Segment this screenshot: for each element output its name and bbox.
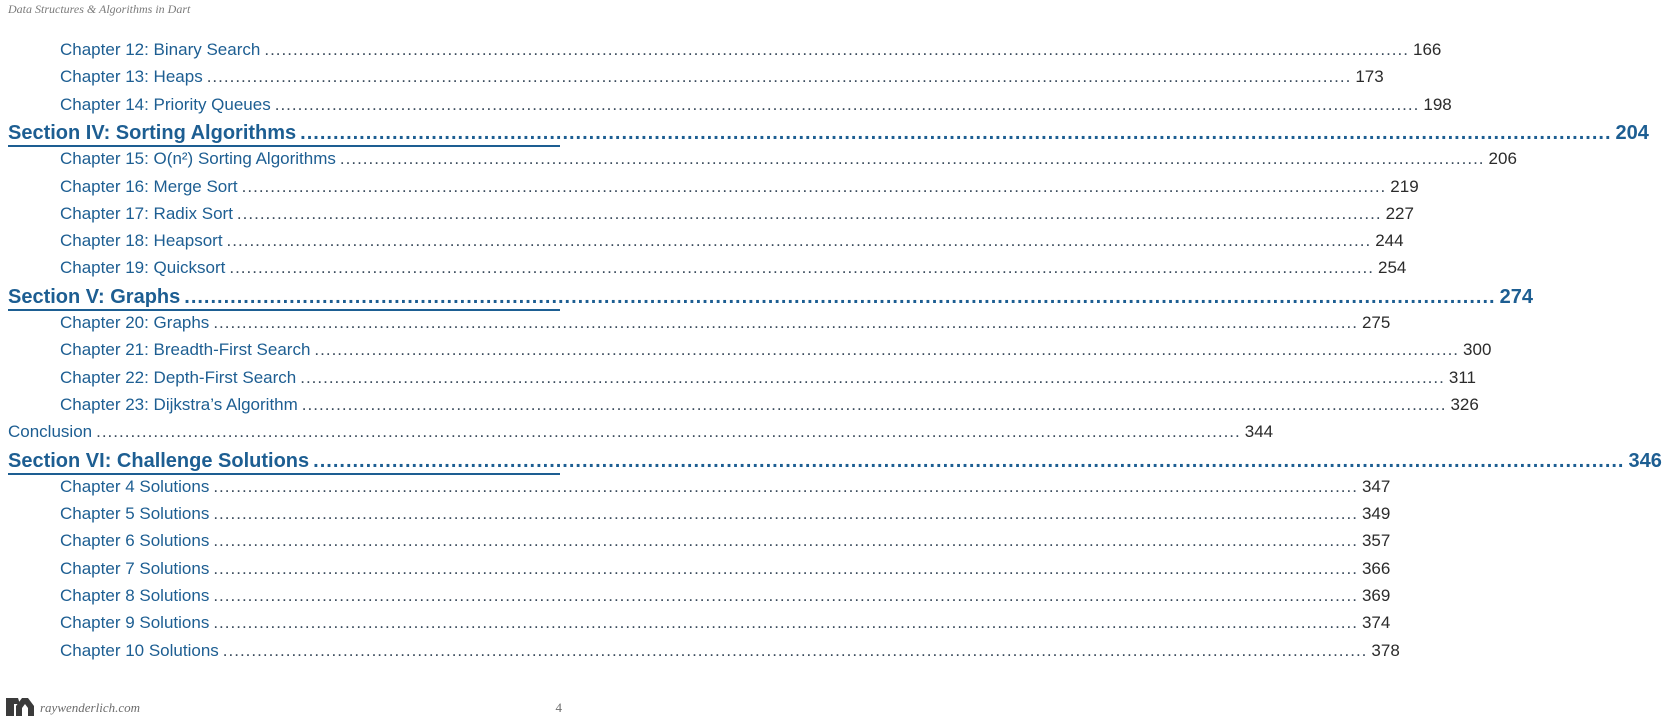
dot-leader: ........................................................................................................................................................................................................: [313, 449, 1625, 472]
toc-chapter-entry[interactable]: [60, 531, 1391, 551]
toc-chapter-entry[interactable]: [60, 367, 1476, 388]
dot-leader: ........................................................................................................................................................................................................: [229, 258, 1374, 278]
toc-entry-page-number: 204: [1615, 121, 1649, 144]
dot-leader: ........................................................................................................................................................................................................: [96, 422, 1241, 442]
dot-leader: ........................................................................................................................................................................................................: [301, 394, 1447, 414]
dot-leader: ........................................................................................................................................................................................................: [184, 285, 1496, 308]
toc-entry-page-number: 173: [1355, 67, 1384, 87]
toc-entry-page-number: 198: [1423, 94, 1452, 114]
dot-leader: ........................................................................................................................................................................................................: [339, 149, 1485, 169]
toc-chapter-entry[interactable]: [60, 340, 1492, 360]
toc-entry-page-number: 300: [1463, 340, 1492, 360]
toc-entry-title: Chapter 15: O(n²) Sorting Algorithms: [60, 149, 336, 169]
dot-leader: ........................................................................................................................................................................................................: [300, 121, 1612, 144]
dot-leader: ........................................................................................................................................................................................................: [274, 94, 1420, 114]
toc-chapter-entry[interactable]: [60, 476, 1391, 497]
dot-leader: ........................................................................................................................................................................................................: [300, 367, 1445, 387]
toc-entry-title: Chapter 8 Solutions: [60, 586, 210, 605]
page-footer: [0, 692, 578, 720]
dot-leader: ........................................................................................................................................................................................................: [241, 176, 1387, 196]
toc-entry-title: Chapter 19: Quicksort: [60, 258, 226, 278]
toc-section-entry[interactable]: [8, 285, 1533, 311]
toc-chapter-entry[interactable]: [60, 313, 1391, 333]
dot-leader: ........................................................................................................................................................................................................: [264, 40, 1409, 59]
toc-entry-title: Chapter 4 Solutions: [60, 476, 210, 496]
dot-leader: ........................................................................................................................................................................................................: [213, 558, 1358, 578]
toc-chapter-entry[interactable]: [60, 258, 1407, 278]
toc-entry-title: Chapter 22: Depth-First Search: [60, 367, 297, 387]
toc-entry-title: Chapter 21: Breadth-First Search: [60, 340, 311, 360]
toc-entry-page-number: 374: [1361, 613, 1391, 633]
toc-entry-page-number: 349: [1361, 504, 1391, 524]
dot-leader: ........................................................................................................................................................................................................: [314, 340, 1460, 360]
toc-entry-title: Chapter 5 Solutions: [60, 504, 210, 524]
toc-chapter-entry[interactable]: [60, 586, 1391, 606]
toc-entry-page-number: 166: [1412, 40, 1442, 59]
toc-entry-page-number: 254: [1378, 258, 1407, 278]
toc-entry-page-number: 227: [1385, 203, 1414, 223]
toc-entry-title: Chapter 23: Dijkstra’s Algorithm: [60, 394, 298, 414]
dot-leader: ........................................................................................................................................................................................................: [206, 67, 1352, 87]
toc-entry-title: Conclusion: [8, 422, 93, 442]
dot-leader: ........................................................................................................................................................................................................: [213, 313, 1358, 332]
toc-entry-title: Chapter 18: Heapsort: [60, 231, 223, 251]
toc-entry-title: Section VI: Challenge Solutions: [8, 449, 310, 472]
toc-entry-page-number: 219: [1390, 176, 1419, 196]
toc-chapter-entry[interactable]: [60, 149, 1517, 169]
toc-entry-title: Chapter 20: Graphs: [60, 313, 210, 332]
dot-leader: ........................................................................................................................................................................................................: [213, 531, 1358, 551]
toc-entry-page-number: 357: [1361, 531, 1391, 551]
toc-entry-page-number: 344: [1244, 422, 1274, 442]
toc-entry-page-number: 206: [1488, 149, 1517, 169]
toc-chapter-entry[interactable]: [60, 640, 1400, 661]
toc-entry-title: Chapter 16: Merge Sort: [60, 176, 238, 196]
toc-entry-page-number: 347: [1361, 476, 1391, 496]
toc-section-entry[interactable]: [8, 121, 1649, 147]
dot-leader: ........................................................................................................................................................................................................: [222, 640, 1368, 660]
toc-entry-page-number: 369: [1361, 586, 1391, 605]
toc-entry-title: Chapter 9 Solutions: [60, 613, 210, 633]
toc-chapter-entry[interactable]: [60, 558, 1391, 579]
toc-chapter-entry[interactable]: [60, 394, 1479, 415]
raywenderlich-logo-icon: [6, 696, 34, 716]
dot-leader: ........................................................................................................................................................................................................: [213, 613, 1358, 633]
toc-entry-page-number: 275: [1361, 313, 1391, 332]
toc-entry-page-number: 274: [1499, 285, 1533, 308]
toc-conclusion-entry[interactable]: [8, 422, 1274, 442]
dot-leader: ........................................................................................................................................................................................................: [236, 203, 1382, 223]
toc-chapter-entry[interactable]: [60, 613, 1391, 633]
dot-leader: ........................................................................................................................................................................................................: [213, 476, 1358, 496]
toc-entry-page-number: 346: [1628, 449, 1662, 472]
dot-leader: ........................................................................................................................................................................................................: [213, 586, 1358, 605]
toc-chapter-entry[interactable]: [60, 203, 1414, 224]
toc-entry-title: Chapter 10 Solutions: [60, 640, 219, 660]
toc-entry-title: Chapter 13: Heaps: [60, 67, 203, 87]
toc-chapter-entry[interactable]: [60, 40, 1442, 60]
toc-chapter-entry[interactable]: [60, 67, 1384, 87]
dot-leader: ........................................................................................................................................................................................................: [226, 231, 1372, 251]
toc-entry-page-number: 366: [1361, 558, 1391, 578]
toc-entry-title: Section V: Graphs: [8, 285, 181, 308]
toc-chapter-entry[interactable]: [60, 176, 1419, 197]
toc-entry-title: Chapter 14: Priority Queues: [60, 94, 271, 114]
footer-page-number: 4: [555, 700, 562, 715]
running-header-title: Data Structures & Algorithms in Dart: [8, 2, 191, 16]
toc-entry-page-number: 244: [1375, 231, 1404, 251]
toc-entry-title: Chapter 7 Solutions: [60, 558, 210, 578]
toc-chapter-entry[interactable]: [60, 504, 1391, 524]
toc-chapter-entry[interactable]: [60, 94, 1452, 115]
toc-entry-title: Chapter 6 Solutions: [60, 531, 210, 551]
toc-entry-title: Section IV: Sorting Algorithms: [8, 121, 297, 144]
toc-entry-page-number: 311: [1448, 367, 1476, 387]
toc-entry-title: Chapter 17: Radix Sort: [60, 203, 233, 223]
toc-section-entry[interactable]: [8, 449, 1662, 475]
toc-entry-page-number: 378: [1371, 640, 1400, 660]
toc-chapter-entry[interactable]: [60, 231, 1404, 251]
footer-site-link[interactable]: raywenderlich.com: [40, 700, 141, 715]
toc-entry-title: Chapter 12: Binary Search: [60, 40, 261, 59]
toc-entry-page-number: 326: [1450, 394, 1479, 414]
dot-leader: ........................................................................................................................................................................................................: [213, 504, 1358, 524]
